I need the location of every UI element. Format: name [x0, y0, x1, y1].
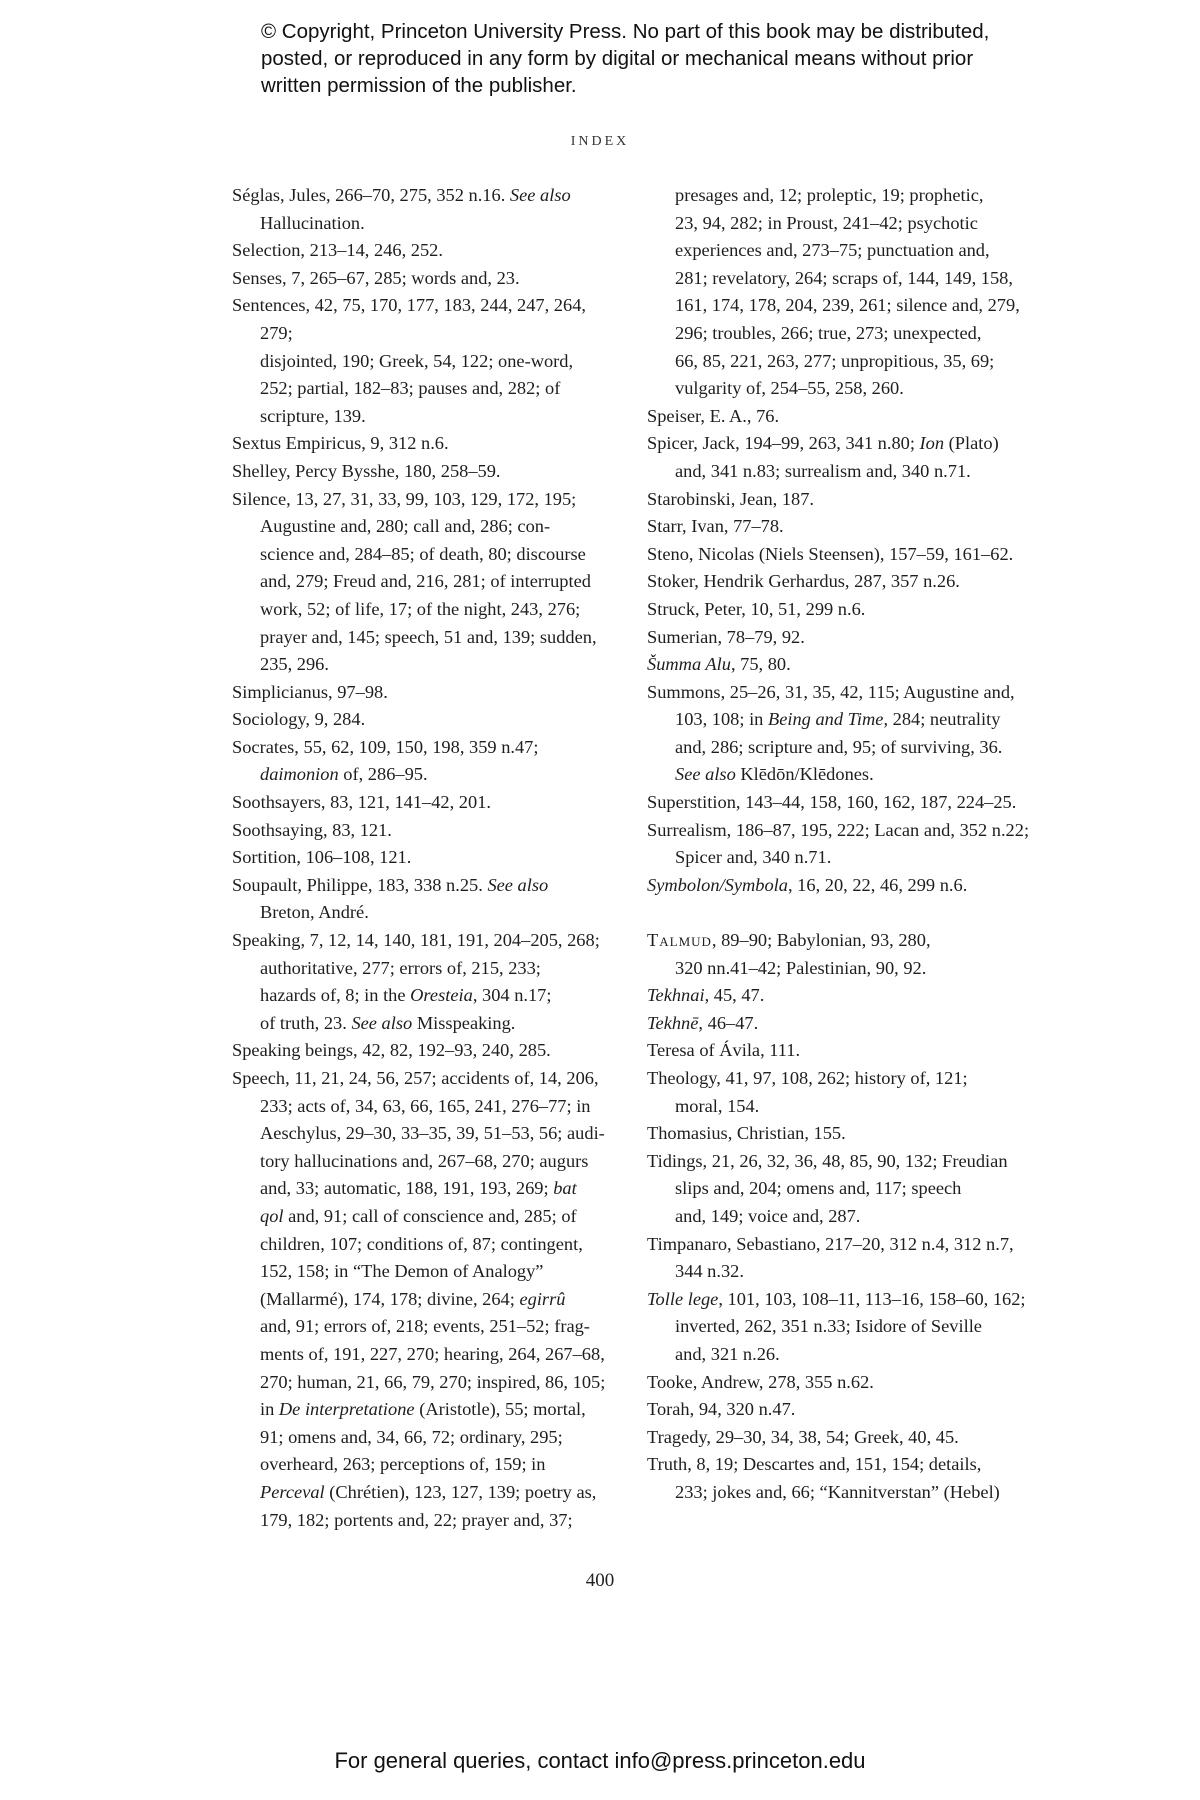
index-entry — [647, 1286, 1032, 1369]
index-entry-text: , 46–47. — [698, 1012, 759, 1033]
index-entry — [647, 1396, 1032, 1424]
index-entry — [232, 734, 617, 789]
index-entry — [647, 541, 1032, 569]
page-number: 400 — [585, 1570, 615, 1591]
index-entry-text: Sentences, 42, 75, 170, 177, 183, 244, 247, 264, 279; disjointed, 190; Greek, 54, 122; one-word, 252; partial, 182–83; pauses and, 282; of scripture, 139. — [232, 295, 586, 426]
index-entry — [232, 789, 617, 817]
index-entry — [647, 651, 1032, 679]
index-entry-italic: De interpretatione — [278, 1399, 415, 1420]
index-entry — [647, 1148, 1032, 1231]
index-entry-text: Tidings, 21, 26, 32, 36, 48, 85, 90, 132; Freudian slips and, 204; omens and, 117; speech and, 149; voice and, 287. — [647, 1150, 1008, 1226]
index-entry — [647, 1231, 1032, 1286]
index-entry-text: , 45, 47. — [704, 985, 765, 1006]
index-entry — [232, 430, 617, 458]
index-entry-text: Socrates, 55, 62, 109, 150, 198, 359 n.47; — [232, 736, 539, 757]
index-entry-text: Klēdōn/Klēdones. — [735, 764, 874, 785]
index-entry-text: Silence, 13, 27, 31, 33, 99, 103, 129, 172, 195; Augustine and, 280; call and, 286; con- science and, 284–85; of death, 80; discourse and, 279; Freud and, 216, 281; of interrupted work, 52; of life, 17; of the night, 243, 276; prayer and, 145; speech, 51 and, 139; sudden, 235, 296. — [232, 488, 597, 675]
index-entry-text: Struck, Peter, 10, 51, 299 n.6. — [647, 598, 866, 619]
index-entry — [647, 1037, 1032, 1065]
index-entry-text: Truth, 8, 19; Descartes and, 151, 154; details, 233; jokes and, 66; “Kannitverstan” (Hebel) — [647, 1454, 1000, 1502]
index-entry-text: Starr, Ivan, 77–78. — [647, 516, 784, 537]
index-entry-text: Misspeaking. — [412, 1012, 516, 1033]
index-entry — [647, 872, 1032, 900]
index-entry — [232, 292, 617, 430]
index-entry — [647, 817, 1032, 872]
index-entry — [647, 1424, 1032, 1452]
index-entry — [232, 237, 617, 265]
index-entry-text: Timpanaro, Sebastiano, 217–20, 312 n.4, 312 n.7, 344 n.32. — [647, 1233, 1014, 1282]
index-entry-text: (Chrétien), 123, 127, 139; poetry as, 179, 182; portents and, 22; prayer and, 37; — [260, 1481, 597, 1530]
index-entry-text: Spicer, Jack, 194–99, 263, 341 n.80; — [647, 433, 920, 454]
index-entry-italic: egirrû — [519, 1288, 566, 1309]
index-entry — [647, 1065, 1032, 1120]
index-entry-italic: Oresteia — [410, 985, 473, 1006]
index-entry — [232, 486, 617, 679]
index-entry-italic: Šumma Alu — [647, 654, 731, 675]
index-entry-text: Selection, 213–14, 246, 252. — [232, 240, 443, 261]
index-entry — [232, 706, 617, 734]
index-entry — [232, 872, 617, 927]
index-entry — [232, 182, 617, 237]
index-entry — [647, 403, 1032, 431]
index-entry-italic: Being and Time — [767, 709, 884, 730]
index-entry-text: Simplicianus, 97–98. — [232, 681, 388, 702]
index-entry-italic: bat qol — [260, 1178, 577, 1226]
index-entry — [647, 568, 1032, 596]
index-entry-text: Sumerian, 78–79, 92. — [647, 626, 805, 647]
index-entry — [647, 624, 1032, 652]
index-entry-italic: See also — [509, 185, 571, 205]
index-entry-text: presages and, 12; proleptic, 19; prophetic, 23, 94, 282; in Proust, 241–42; psychotic experiences and, 273–75; punctuation and, 281; revelatory, 264; scraps of, 144, 149, 158, 161, 174, 178, 204, 239, 261; silence and, 279, 296; troubles, 266; true, 273; unexpected, 66, 85, 221, 263, 277; unpropitious, 35, 69; vulgarity of, 254–55, 258, 260. — [675, 185, 1020, 399]
index-entry — [232, 1037, 617, 1065]
index-column-left — [232, 182, 617, 1534]
index-entry-italic: Symbolon/Symbola — [647, 874, 788, 895]
index-entry — [232, 927, 617, 1037]
index-entry-text: Torah, 94, 320 n.47. — [647, 1399, 796, 1420]
index-entry-text: , 75, 80. — [730, 654, 791, 675]
index-entry-italic: daimonion — [260, 764, 339, 785]
index-entry-text: Thomasius, Christian, 155. — [647, 1123, 846, 1144]
index-entry — [647, 1369, 1032, 1397]
index-entry-text: Sextus Empiricus, 9, 312 n.6. — [232, 433, 449, 454]
index-entry-text: (Plato) and, 341 n.83; surrealism and, 340 n.71. — [675, 433, 999, 481]
index-entry-text: Shelley, Percy Bysshe, 180, 258–59. — [232, 460, 501, 481]
index-entry-text: , 284; neutrality and, 286; scripture and, 95; of surviving, 36. — [675, 709, 1003, 757]
index-entry-text: Speaking beings, 42, 82, 192–93, 240, 285. — [232, 1040, 551, 1061]
index-entry-text: Breton, André. — [260, 902, 369, 923]
index-entry-text: Teresa of Ávila, 111. — [647, 1040, 801, 1061]
index-entry-text: Steno, Nicolas (Niels Steensen), 157–59, 161–62. — [647, 543, 1014, 564]
index-entry-smallcaps: Talmud — [647, 930, 712, 951]
index-entry-text: Starobinski, Jean, 187. — [647, 488, 815, 509]
index-entry-text: , 16, 20, 22, 46, 299 n.6. — [787, 874, 968, 895]
index-entry — [647, 596, 1032, 624]
index-entry — [232, 844, 617, 872]
index-entry-italic: Tekhnai — [647, 985, 705, 1006]
index-entry-text: Theology, 41, 97, 108, 262; history of, 121; moral, 154. — [647, 1068, 968, 1116]
index-entry-text: Tooke, Andrew, 278, 355 n.62. — [647, 1371, 874, 1392]
index-entry-text: , 304 n.17; of truth, 23. — [260, 985, 552, 1033]
index-entry-text: Soupault, Philippe, 183, 338 n.25. — [232, 874, 488, 895]
index-entry — [232, 679, 617, 707]
index-entry-text: , 89–90; Babylonian, 93, 280, 320 nn.41–42; Palestinian, 90, 92. — [675, 930, 931, 978]
index-entry-text: (Aristotle), 55; mortal, 91; omens and, 34, 66, 72; ordinary, 295; overheard, 263; perceptions of, 159; in — [260, 1399, 586, 1475]
index-entry-text: Surrealism, 186–87, 195, 222; Lacan and, 352 n.22; Spicer and, 340 n.71. — [647, 819, 1030, 868]
index-entry — [647, 679, 1032, 789]
index-entry-text: Séglas, Jules, 266–70, 275, 352 n.16. — [232, 185, 510, 205]
index-entry-text: Speaking, 7, 12, 14, 140, 181, 191, 204–205, 268; authoritative, 277; errors of, 215, 233; hazards of, 8; in the — [232, 930, 600, 1006]
index-entry-italic: See also — [675, 764, 736, 785]
index-entry-italic: Perceval — [260, 1481, 325, 1502]
index-entry-text: Sortition, 106–108, 121. — [232, 847, 412, 868]
index-entry-text: Soothsaying, 83, 121. — [232, 819, 392, 840]
index-entry-text: Sociology, 9, 284. — [232, 709, 366, 730]
index-entry-text: Summons, 25–26, 31, 35, 42, 115; Augustine and, 103, 108; in — [647, 681, 1015, 730]
index-entry-italic: See also — [487, 874, 549, 895]
copyright-notice: © Copyright, Princeton University Press. No part of this book may be distributed, posted, or reproduced in any form by digital or mechanical means without prior written permission of the publisher. — [261, 20, 990, 97]
index-entry-italic: Ion — [919, 433, 945, 454]
index-entry-italic: Tekhnē — [647, 1012, 699, 1033]
index-entry-text: Senses, 7, 265–67, 285; words and, 23. — [232, 267, 520, 288]
index-entry-text: Tragedy, 29–30, 34, 38, 54; Greek, 40, 45. — [647, 1426, 959, 1447]
running-head: INDEX — [570, 134, 630, 149]
index-entry-text: and, 91; errors of, 218; events, 251–52; frag- ments of, 191, 227, 270; hearing, 264, 267–68, 270; human, 21, 66, 79, 270; inspired, 86, 105; in — [260, 1316, 606, 1420]
index-entry-text: Superstition, 143–44, 158, 160, 162, 187, 224–25. — [647, 792, 1017, 813]
index-entry-text: , 101, 103, 108–11, 113–16, 158–60, 162; inverted, 262, 351 n.33; Isidore of Seville and, 321 n.26. — [675, 1288, 1026, 1364]
index-entry-text: Hallucination. — [260, 212, 365, 233]
index-entry-italic: Tolle lege — [647, 1288, 719, 1309]
index-entry — [647, 513, 1032, 541]
index-entry — [647, 430, 1032, 485]
contact-footer: For general queries, contact info@press.princeton.edu — [334, 1748, 866, 1773]
index-entry-text: Speech, 11, 21, 24, 56, 257; accidents of, 14, 206, 233; acts of, 34, 63, 66, 165, 241, 276–77; in Aeschylus, 29–30, 33–35, 39, 51–53, 56; audi- tory hallucinations and, 267–68, 270; augurs and, 33; automatic, 188, 191, 193, 269; — [232, 1068, 605, 1199]
index-entry — [647, 1010, 1032, 1038]
index-entry — [647, 982, 1032, 1010]
index-entry-text: and, 91; call of conscience and, 285; of children, 107; conditions of, 87; contingent, 152, 158; in “The Demon of Analogy” (Mallarmé), 174, 178; divine, 264; — [260, 1205, 583, 1309]
index-entry — [232, 265, 617, 293]
index-column-right — [647, 182, 1032, 1507]
index-entry — [647, 927, 1032, 982]
index-entry-text: Stoker, Hendrik Gerhardus, 287, 357 n.26. — [647, 571, 960, 592]
index-entry — [647, 789, 1032, 817]
index-entry-italic: See also — [351, 1012, 413, 1033]
index-entry-text: of, 286–95. — [338, 764, 428, 785]
index-entry — [647, 486, 1032, 514]
index-entry — [232, 1065, 617, 1534]
index-entry — [647, 1451, 1032, 1506]
index-entry — [647, 182, 1032, 403]
index-entry — [232, 817, 617, 845]
index-entry — [647, 1120, 1032, 1148]
index-entry — [232, 458, 617, 486]
index-entry-text: Speiser, E. A., 76. — [647, 405, 780, 426]
index-entry-text: Soothsayers, 83, 121, 141–42, 201. — [232, 792, 491, 813]
